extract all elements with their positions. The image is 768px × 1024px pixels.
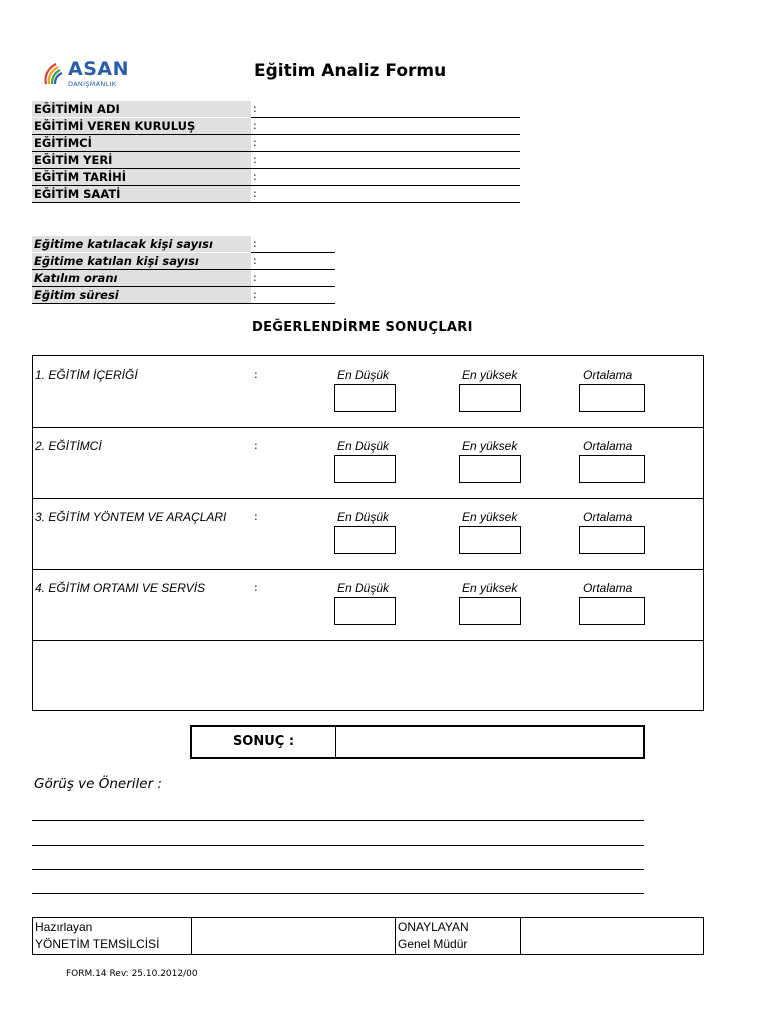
evaluation-item-name: 1. EĞİTİM İÇERİĞİ <box>35 368 138 382</box>
comment-line[interactable] <box>32 893 644 894</box>
evaluation-item-name: 2. EĞİTİMCİ <box>35 439 102 453</box>
logo-text: ASAN <box>68 58 129 80</box>
info-colon: : <box>253 187 257 200</box>
min-score-box[interactable] <box>334 455 396 483</box>
participation-input-line[interactable] <box>251 252 335 253</box>
participation-label: Katılım oranı <box>32 270 251 286</box>
prepared-signature-field[interactable] <box>192 918 396 954</box>
info-colon: : <box>253 136 257 149</box>
approved-signature-field[interactable] <box>521 918 703 954</box>
avg-score-box[interactable] <box>579 597 645 625</box>
avg-score-box[interactable] <box>579 455 645 483</box>
avg-caption: Ortalama <box>583 581 633 595</box>
logo-subtext: DANIŞMANLIK <box>68 80 117 88</box>
participation-input-line[interactable] <box>32 303 335 304</box>
prepared-by-cell <box>33 918 192 954</box>
info-colon: : <box>253 102 257 115</box>
avg-score-box[interactable] <box>579 384 645 412</box>
evaluation-colon: : <box>254 581 258 594</box>
participation-colon: : <box>253 254 257 267</box>
info-label: EĞİTİMİN ADI <box>32 101 251 117</box>
max-caption: En yüksek <box>462 510 518 524</box>
result-label: SONUÇ : <box>192 727 336 757</box>
evaluation-item-name: 3. EĞİTİM YÖNTEM VE ARAÇLARI <box>35 510 227 524</box>
asan-logo-icon <box>40 58 70 90</box>
avg-caption: Ortalama <box>583 510 633 524</box>
info-colon: : <box>253 153 257 166</box>
min-caption: En Düşük <box>337 439 390 453</box>
info-input-line[interactable] <box>251 117 520 118</box>
avg-caption: Ortalama <box>583 368 633 382</box>
max-caption: En yüksek <box>462 368 518 382</box>
comment-line[interactable] <box>32 869 644 870</box>
evaluation-table <box>32 355 704 711</box>
info-colon: : <box>253 119 257 132</box>
participation-label: Eğitim süresi <box>32 287 251 303</box>
min-score-box[interactable] <box>334 597 396 625</box>
max-caption: En yüksek <box>462 439 518 453</box>
evaluation-item-name: 4. EĞİTİM ORTAMI VE SERVİS <box>35 581 206 595</box>
participation-colon: : <box>253 237 257 250</box>
prepared-role: YÖNETİM TEMSİLCİSİ <box>35 937 160 951</box>
comment-line[interactable] <box>32 845 644 846</box>
evaluation-colon: : <box>254 439 258 452</box>
info-colon: : <box>253 170 257 183</box>
info-input-line[interactable] <box>32 202 520 203</box>
evaluation-row <box>33 569 703 641</box>
evaluation-notes-area[interactable] <box>33 641 703 710</box>
min-score-box[interactable] <box>334 384 396 412</box>
approved-label: ONAYLAYAN <box>398 920 469 934</box>
participation-label: Eğitime katılacak kişi sayısı <box>32 236 251 252</box>
result-box <box>190 725 645 759</box>
evaluation-row <box>33 356 703 428</box>
comments-label: Görüş ve Öneriler : <box>34 776 162 792</box>
min-caption: En Düşük <box>337 368 390 382</box>
max-score-box[interactable] <box>459 455 521 483</box>
info-label: EĞİTİMCİ <box>32 135 251 151</box>
max-score-box[interactable] <box>459 597 521 625</box>
max-score-box[interactable] <box>459 526 521 554</box>
page-title: Eğitim Analiz Formu <box>254 61 447 81</box>
evaluation-colon: : <box>254 510 258 523</box>
max-caption: En yüksek <box>462 581 518 595</box>
min-score-box[interactable] <box>334 526 396 554</box>
prepared-label: Hazırlayan <box>35 920 93 934</box>
evaluation-colon: : <box>254 368 258 381</box>
comment-line[interactable] <box>32 820 644 821</box>
evaluation-row <box>33 498 703 570</box>
evaluation-row <box>33 427 703 499</box>
max-score-box[interactable] <box>459 384 521 412</box>
signature-table <box>32 917 704 955</box>
result-input[interactable] <box>336 727 643 757</box>
info-label: EĞİTİM TARİHİ <box>32 169 251 185</box>
approved-by-cell <box>396 918 521 954</box>
info-label: EĞİTİM SAATİ <box>32 186 251 202</box>
evaluation-title: DEĞERLENDİRME SONUÇLARI <box>252 320 473 335</box>
info-label: EĞİTİM YERİ <box>32 152 251 168</box>
info-label: EĞİTİMİ VEREN KURULUŞ <box>32 118 251 134</box>
min-caption: En Düşük <box>337 581 390 595</box>
min-caption: En Düşük <box>337 510 390 524</box>
form-number: FORM.14 Rev: 25.10.2012/00 <box>66 969 198 979</box>
avg-caption: Ortalama <box>583 439 633 453</box>
avg-score-box[interactable] <box>579 526 645 554</box>
participation-label: Eğitime katılan kişi sayısı <box>32 253 251 269</box>
approved-role: Genel Müdür <box>398 937 468 951</box>
participation-colon: : <box>253 288 257 301</box>
participation-colon: : <box>253 271 257 284</box>
